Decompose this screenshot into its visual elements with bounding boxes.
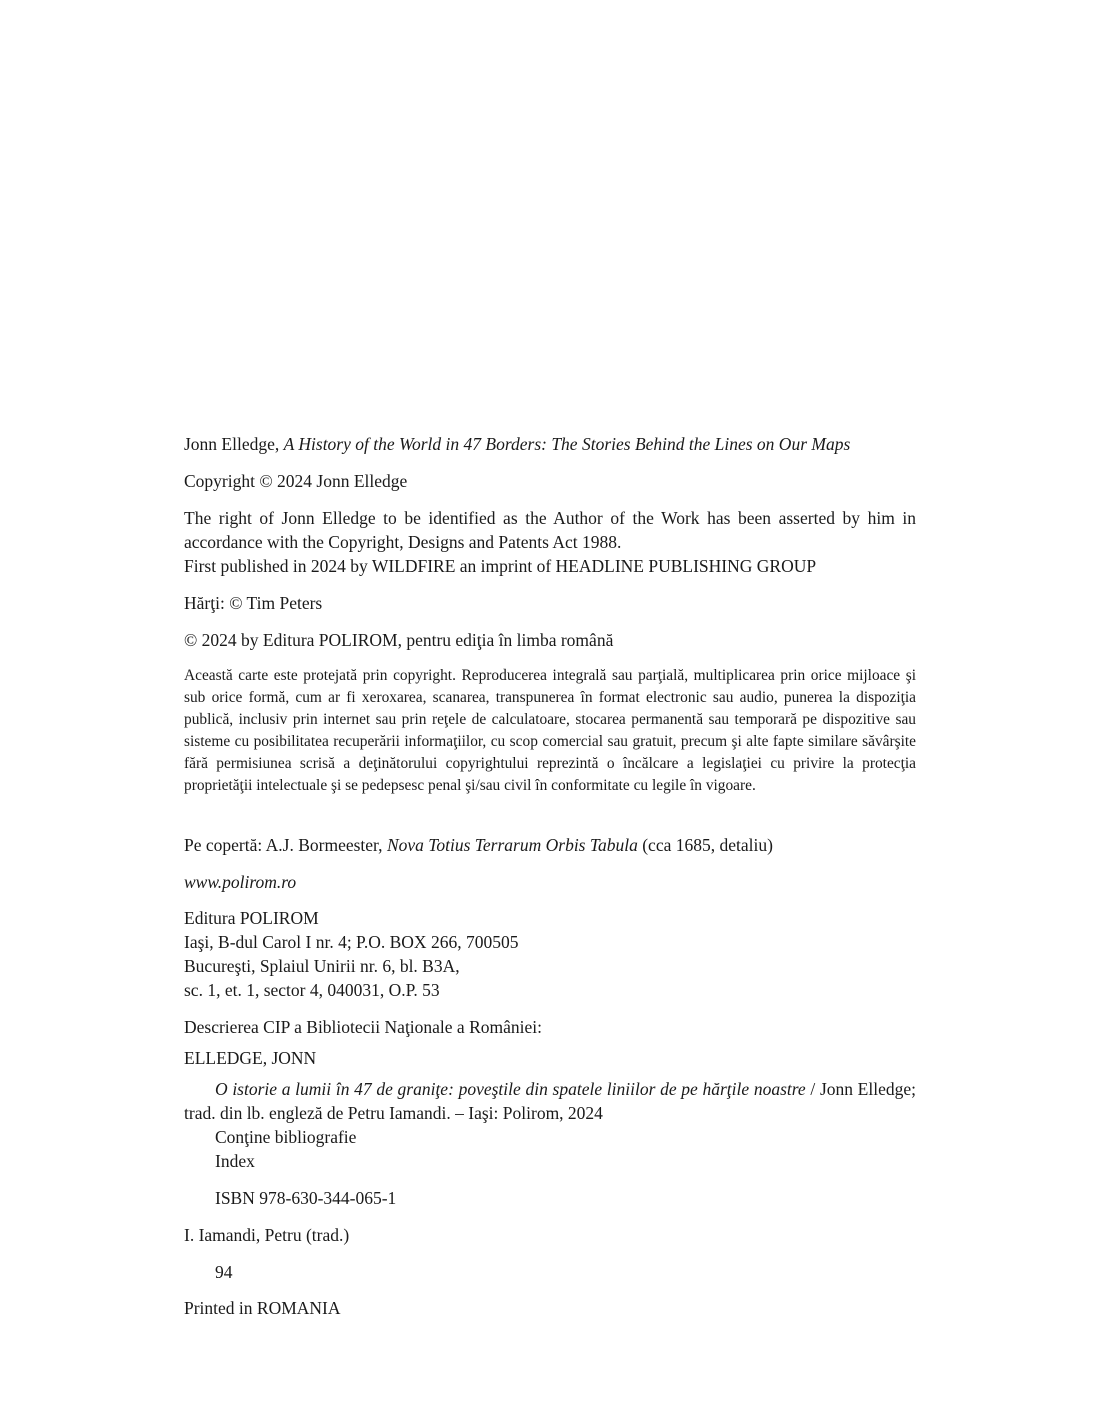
maps-credit: Hărţi: © Tim Peters	[184, 593, 323, 613]
first-published: First published in 2024 by WILDFIRE an imprint of HEADLINE PUBLISHING GROUP	[184, 556, 817, 576]
address-line: sc. 1, et. 1, sector 4, 040031, O.P. 53	[184, 980, 440, 1000]
cover-work: Nova Totius Terrarum Orbis Tabula	[386, 835, 638, 855]
translator: I. Iamandi, Petru (trad.)	[184, 1225, 350, 1245]
book-title: A History of the World in 47 Borders: The Stories Behind the Lines on Our Maps	[283, 434, 851, 454]
romanian-edition: © 2024 by Editura POLIROM, pentru ediţia în limba română	[184, 630, 614, 650]
cover-credit	[184, 833, 916, 857]
cover-suffix: (cca 1685, detaliu)	[637, 835, 773, 855]
cip-note: Conţine bibliografie	[215, 1127, 357, 1147]
address-line: Bucureşti, Splaiul Unirii nr. 6, bl. B3A,	[184, 956, 460, 976]
classification: 94	[215, 1262, 233, 1282]
cip-title-rest: / Jonn Elledge; trad. din lb. engleză de Petru Iamandi. – Iaşi: Polirom, 2024	[184, 1079, 916, 1123]
cip-heading: Descrierea CIP a Bibliotecii Naţionale a României:	[184, 1017, 542, 1037]
isbn: ISBN 978-630-344-065-1	[215, 1188, 397, 1208]
cip-title	[184, 1077, 916, 1125]
cip-title-italic: O istorie a lumii în 47 de graniţe: poveştile din spatele liniilor de pe hărţile noastre	[215, 1079, 806, 1099]
author-text: Jonn Elledge,	[184, 434, 284, 454]
copyright-line: Copyright © 2024 Jonn Elledge	[184, 471, 408, 491]
rights-text: The right of Jonn Elledge to be identified as the Author of the Work has been asserted by him in accordance with the Copyright, Designs and Patents Act 1988.	[184, 508, 916, 552]
printed-in: Printed in ROMANIA	[184, 1298, 341, 1318]
title-line	[184, 432, 916, 456]
cip-author: ELLEDGE, JONN	[184, 1048, 317, 1068]
publisher-name: Editura POLIROM	[184, 908, 319, 928]
rights-paragraph	[184, 506, 916, 578]
cover-prefix: Pe copertă: A.J. Bormeester,	[184, 835, 387, 855]
address-line: Iaşi, B-dul Carol I nr. 4; P.O. BOX 266, 700505	[184, 932, 519, 952]
website-text[interactable]: www.polirom.ro	[184, 872, 297, 892]
publisher-block	[184, 906, 916, 1002]
cip-notes	[184, 1125, 947, 1173]
website-link[interactable]	[184, 870, 916, 894]
cip-note: Index	[215, 1151, 255, 1171]
legal-notice: Această carte este protejată prin copyright. Reproducerea integrală sau parţială, multiplicarea prin orice mijloace şi sub orice formă, cum ar fi xeroxarea, scanarea, transpunerea în format electronic sau audio, punerea la dispoziţia publică, inclusiv prin internet sau prin reţele de calculatoare, stocarea permanentă sau temporară pe dispozitive sau sisteme cu posibilitatea recuperării informaţiilor, cu scop comercial sau gratuit, precum şi alte fapte similare săvârşite fără permisiunea scrisă a deţinătorului copyrightului reprezintă o încălcare a legislaţiei cu privire la protecţia proprietăţii intelectuale şi se pedepsesc penal şi/sau civil în conformitate cu legile în vigoare.	[184, 667, 916, 794]
